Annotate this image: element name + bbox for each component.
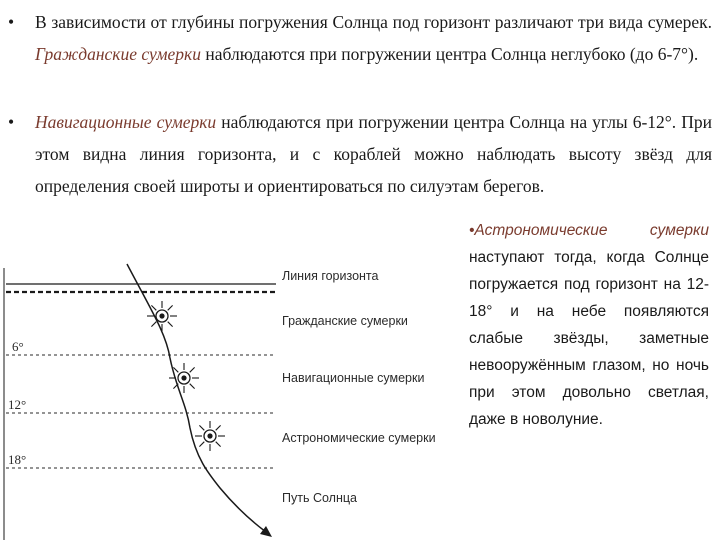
text-before: В зависимости от глубины погружения Солнца под горизонт различают три вида сумерек. <box>35 12 712 32</box>
paragraph-civil-twilight <box>8 6 712 70</box>
term-nautical-twilight: Навигационные сумерки <box>35 112 217 132</box>
label-civil-twilight: Гражданские сумерки <box>282 314 408 328</box>
bullet: • <box>8 12 15 32</box>
paragraph-nautical-twilight <box>8 106 712 202</box>
sun-icon <box>169 363 199 393</box>
twilight-diagram <box>0 258 462 540</box>
degree-label-6: 6° <box>12 339 24 354</box>
label-astronomical-twilight: Астрономические сумерки <box>282 431 436 445</box>
degree-label-18: 18° <box>8 452 27 467</box>
sun-path-arrowhead <box>260 526 272 537</box>
text-after: наблюдаются при погружении центра Солнца на углы 6-12°. При этом видна линия горизонта, и с кораблей можно наблюдать высоту звёзд для определения своей широты и ориентироваться по силуэтам берегов. <box>35 112 712 196</box>
label-nautical-twilight: Навигационные сумерки <box>282 371 425 385</box>
degree-label-12: 12° <box>8 397 27 412</box>
paragraph-text <box>35 106 712 202</box>
astronomical-twilight-text: наступают тогда, когда Солнце погружается под горизонт на 12-18° и на небе появляются слабые звёзды, заметные невооружённым глазом, но ночь при этом довольно светлая, даже в новолуние. <box>469 249 709 428</box>
label-horizon: Линия горизонта <box>282 269 379 283</box>
paragraph-text <box>35 6 712 70</box>
sun-icon <box>195 421 225 451</box>
term-civil-twilight: Гражданские сумерки <box>35 44 201 64</box>
label-sun-path: Путь Солнца <box>282 491 357 505</box>
bullet: • <box>8 112 15 132</box>
sun-icon <box>147 301 177 331</box>
astronomical-twilight-note <box>469 217 709 433</box>
term-astronomical-twilight: •Астрономические сумерки <box>469 222 709 239</box>
text-after: наблюдаются при погружении центра Солнца неглубоко (до 6-7°). <box>200 44 699 64</box>
sun-path-curve <box>127 264 266 532</box>
